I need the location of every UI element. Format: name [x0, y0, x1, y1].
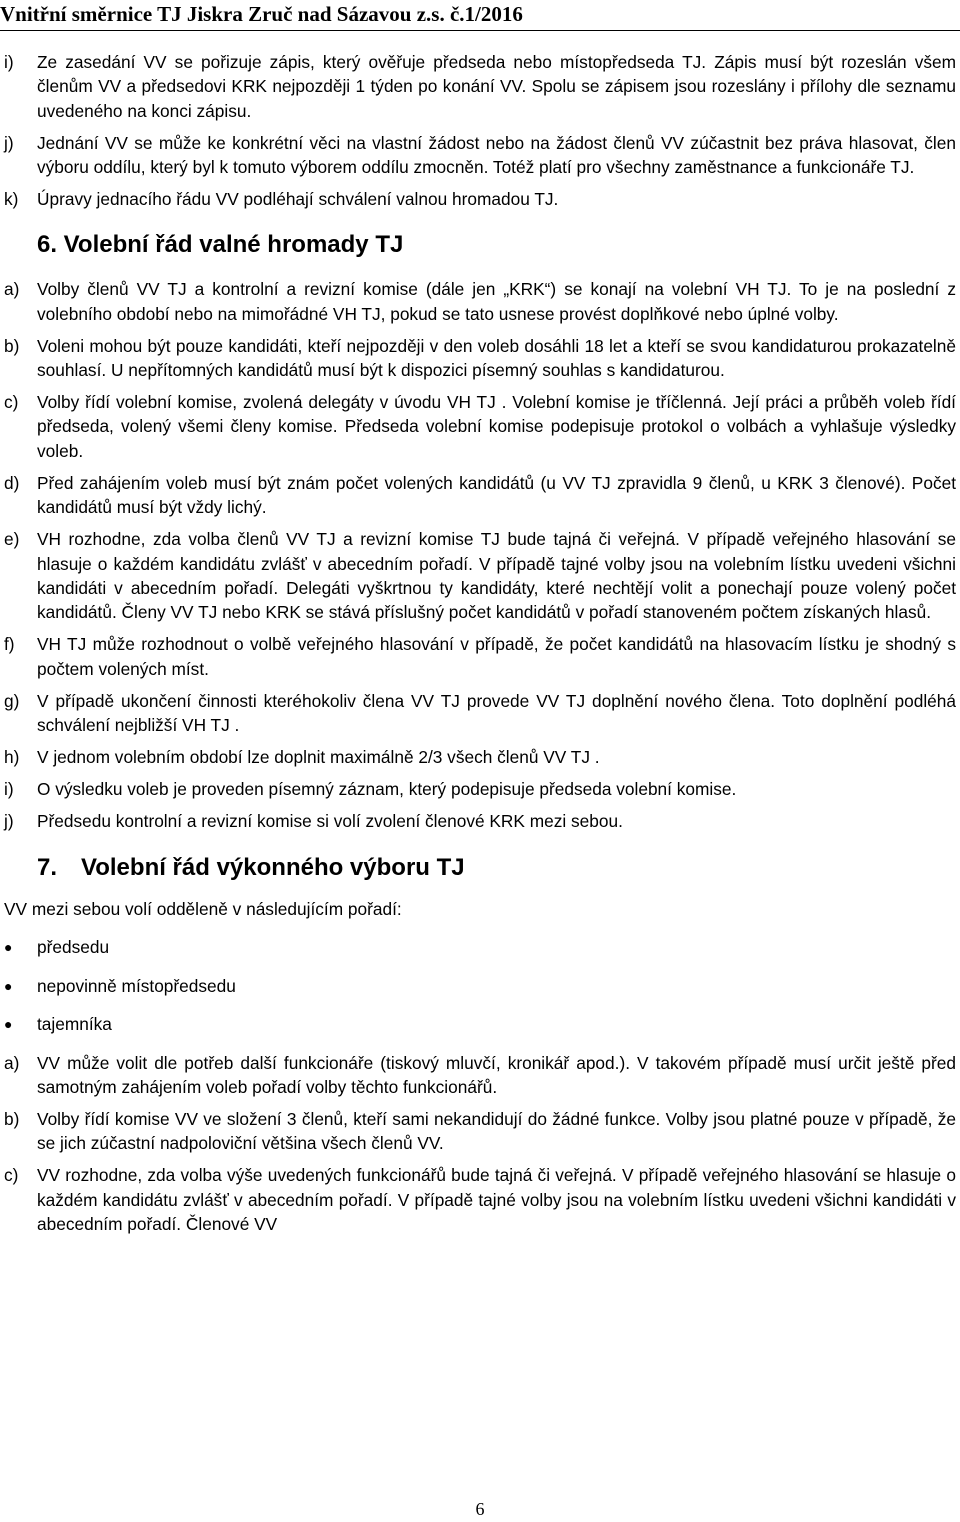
item-label: i): [4, 778, 14, 799]
section-6-list: [0, 277, 960, 833]
bullet-text: tajemníka: [37, 1014, 112, 1035]
item-text: VH rozhodne, zda volba členů VV TJ a revizní komise TJ bude tajná či veřejná. V případě veřejného hlasování se hlasuje o každém kandidátu zvlášť v abecedním pořadí. V případě tajné volby jsou na volebním lístku uvedeni všichni kandidáti v abecedním pořadí. Delegáti vyškrtnou ty kandidáty, které nechtějí volit a ponechají pouze volený počet kandidátů. Členy VV TJ nebo KRK se stává příslušný počet kandidátů v pořadí stanoveném počtem získaných hlasů.: [37, 529, 956, 623]
item-label: j): [4, 132, 14, 153]
item-text: Před zahájením voleb musí být znám počet volených kandidátů (u VV TJ zpravidla 9 členů, u KRK 3 členové). Počet kandidátů musí být vždy lichý.: [37, 472, 956, 518]
item-label: j): [4, 810, 14, 831]
item-label: a): [4, 1052, 20, 1073]
item-label: h): [4, 746, 20, 767]
bullet-text: nepovinně místopředsedu: [37, 975, 236, 996]
list-item: [0, 334, 960, 383]
section-7-heading: [37, 853, 960, 883]
item-label: k): [4, 189, 19, 210]
item-label: c): [4, 1165, 19, 1186]
item-label: e): [4, 529, 20, 550]
item-text: Volby řídí komise VV ve složení 3 členů, kteří sami nekandidují do žádné funkce. Volby jsou platné pouze v případě, že se jich zúčastní nadpoloviční většina všech členů VV.: [37, 1109, 956, 1154]
list-item: [0, 1107, 960, 1156]
item-text: Ze zasedání VV se pořizuje zápis, který ověřuje předseda nebo místopředseda TJ. Zápis musí být rozeslán všem členům VV a předsedovi KRK nejpozději 1 týden po konání VV. Spolu se zápisem jsou rozeslány i přílohy dle seznamu uvedeného na konci zápisu.: [37, 52, 956, 121]
section-7-title: Volební řád výkonného výboru TJ: [81, 854, 465, 882]
item-text: Úpravy jednacího řádu VV podléhají schválení valnou hromadou TJ.: [37, 189, 559, 210]
bullet-icon: ●: [4, 977, 13, 994]
item-label: g): [4, 690, 20, 711]
list-item: [0, 527, 960, 625]
list-item: [0, 277, 960, 326]
item-text: V jednom volebním období lze doplnit maximálně 2/3 všech členů VV TJ .: [37, 746, 600, 767]
item-label: b): [4, 335, 20, 356]
item-label: f): [4, 634, 15, 655]
header-divider: [0, 30, 960, 31]
item-text: Jednání VV se může ke konkrétní věci na vlastní žádost nebo na žádost členů VV zúčastnit bez práva hlasovat, člen výboru oddílu, který byl k tomuto výborem oddílu zmocněn. Totéž platí pro všechny zaměstnance a funkcionáře TJ.: [37, 132, 956, 178]
item-text: Voleni mohou být pouze kandidáti, kteří nejpozději v den voleb dosáhli 18 let a kteří se svou kandidaturou prokazatelně souhlasí. U nepřítomných kandidátů musí být k dispozici písemný souhlas s kandidaturou.: [37, 335, 956, 381]
item-text: V případě ukončení činnosti kteréhokoliv člena VV TJ provede VV TJ doplnění nového člena. Toto doplnění podléhá schválení nejbližší VH TJ .: [37, 690, 956, 735]
list-item: [0, 689, 960, 738]
document-body: [0, 50, 960, 1244]
item-label: b): [4, 1109, 20, 1129]
list-item: [0, 1051, 960, 1100]
page-number: 6: [475, 1499, 485, 1519]
item-label: d): [4, 472, 20, 493]
item-text: O výsledku voleb je proveden písemný záznam, který podepisuje předseda volební komise.: [37, 778, 737, 799]
document-header: Vnitřní směrnice TJ Jiskra Zruč nad Sázavou z.s. č.1/2016: [0, 2, 523, 26]
list-item: [0, 390, 960, 463]
bullet-text: předsedu: [37, 937, 110, 958]
list-item: [0, 777, 960, 801]
item-label: i): [4, 52, 14, 72]
bullet-icon: ●: [4, 939, 13, 956]
item-text: Předsedu kontrolní a revizní komise si volí zvolení členové KRK mezi sebou.: [37, 810, 623, 831]
item-text: Volby řídí volební komise, zvolená delegáty v úvodu VH TJ . Volební komise je tříčlenná. Její práci a průběh voleb řídí předseda, volený všemi členy komise. Předseda volební komise podepisuje protokol o volbách a vyhlašuje výsledky voleb.: [37, 392, 956, 461]
section-7-intro: VV mezi sebou volí odděleně v následujícím pořadí:: [4, 899, 402, 920]
list-item: [0, 50, 960, 123]
bullet-item: [0, 935, 960, 959]
item-label: c): [4, 392, 19, 413]
section-7-number: 7.: [37, 854, 58, 882]
list-item: [0, 131, 960, 180]
bullet-item: [0, 974, 960, 998]
list-item: [0, 1163, 960, 1236]
item-text: VV rozhodne, zda volba výše uvedených funkcionářů bude tajná či veřejná. V případě veřejného hlasování se hlasuje o každém kandidátu zvlášť v abecedním pořadí. V případě tajné volby jsou na volebním lístku uvedeni všichni kandidáti v abecedním pořadí. Členové VV: [37, 1165, 956, 1235]
list-item: [0, 632, 960, 681]
section-6-heading: 6. Volební řád valné hromady TJ: [37, 231, 404, 259]
list-item: [0, 745, 960, 769]
item-text: VV může volit dle potřeb další funkcionáře (tiskový mluvčí, kronikář apod.). V takovém případě musí určit ještě před samotným zahájením voleb pořadí volby těchto funkcionářů.: [37, 1052, 956, 1098]
bullet-icon: ●: [4, 1016, 13, 1033]
item-label: a): [4, 279, 20, 300]
section-7-bullets: [0, 935, 960, 1036]
item-text: Volby členů VV TJ a kontrolní a revizní komise (dále jen „KRK“) se konají na volební VH TJ. To je na poslední z volebního období nebo na mimořádné VH TJ, pokud se tato usnese provést doplňkové nebo úplné volby.: [37, 279, 956, 324]
list-item: [0, 471, 960, 520]
bullet-item: [0, 1012, 960, 1036]
section-7-list: [0, 1051, 960, 1237]
item-text: VH TJ může rozhodnout o volbě veřejného hlasování v případě, že počet kandidátů na hlasovacím lístku je shodný s počtem volených míst.: [37, 634, 956, 679]
list-item: [0, 809, 960, 833]
section-5-tail: [0, 50, 960, 211]
list-item: [0, 187, 960, 211]
